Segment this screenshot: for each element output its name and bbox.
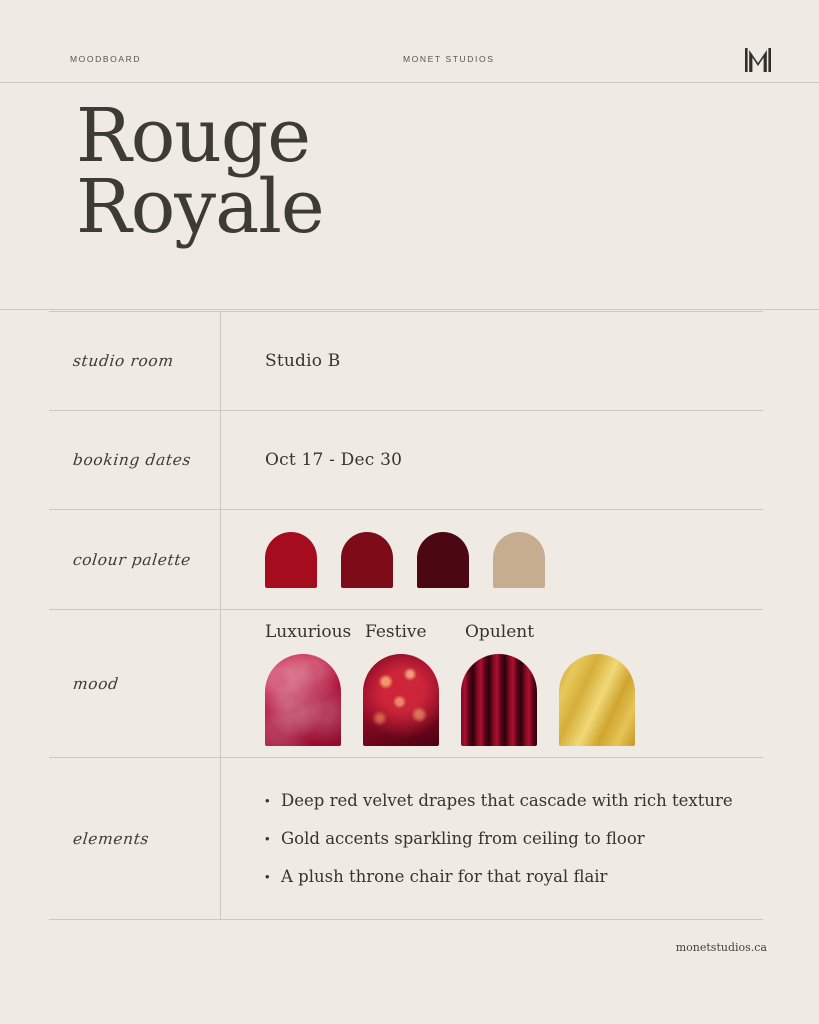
mood-image-tufted-velvet	[265, 654, 341, 746]
mood-image-bokeh-sparkle	[363, 654, 439, 746]
table-row	[49, 758, 763, 920]
bullet-icon: •	[265, 792, 270, 808]
table-row	[49, 510, 763, 610]
row-value-booking-dates	[221, 411, 763, 509]
label-text: colour palette	[72, 550, 192, 569]
row-value-colour-palette	[221, 510, 763, 609]
title-line-1: Rouge	[76, 93, 311, 179]
row-label-booking-dates	[49, 411, 221, 509]
header-left-label: MOODBOARD	[70, 54, 142, 64]
table-row	[49, 411, 763, 510]
title-block	[0, 83, 819, 310]
mood-word-row	[265, 622, 763, 642]
list-item	[265, 827, 763, 851]
value-text: Studio B	[265, 351, 341, 371]
mood-word: Opulent	[465, 621, 535, 642]
monogram-m-logo-icon	[745, 48, 771, 72]
colour-swatch-deep-burgundy	[417, 532, 469, 588]
list-item	[265, 865, 763, 889]
table-row	[49, 312, 763, 411]
label-text: mood	[72, 674, 120, 693]
footer	[0, 941, 819, 954]
bullet-icon: •	[265, 868, 270, 884]
mood-image-red-curtain	[461, 654, 537, 746]
mood-image-row	[265, 654, 763, 746]
swatch-row	[265, 532, 545, 588]
row-value-mood	[221, 610, 763, 757]
row-label-mood	[49, 610, 221, 757]
row-value-studio-room	[221, 312, 763, 410]
header-center-label: MONET STUDIOS	[403, 54, 495, 64]
bullet-icon: •	[265, 830, 270, 846]
colour-swatch-dark-red	[341, 532, 393, 588]
colour-swatch-warm-taupe	[493, 532, 545, 588]
title-line-2: Royale	[76, 164, 324, 251]
page-title	[76, 93, 324, 251]
mood-word: Festive	[365, 621, 427, 642]
value-text: Oct 17 - Dec 30	[265, 450, 403, 470]
list-item	[265, 789, 763, 813]
mood-image-gold-foil	[559, 654, 635, 746]
label-text: booking dates	[72, 451, 193, 469]
label-text: elements	[72, 829, 151, 848]
row-value-elements	[221, 758, 763, 919]
list-item-text: Gold accents sparkling from ceiling to floor	[281, 828, 645, 848]
details-table	[49, 311, 763, 920]
row-label-studio-room	[49, 312, 221, 410]
table-row	[49, 610, 763, 758]
label-text: studio room	[72, 352, 175, 370]
row-label-colour-palette	[49, 510, 221, 609]
colour-swatch-crimson	[265, 532, 317, 588]
row-label-elements	[49, 758, 221, 919]
mood-word: Luxurious	[265, 621, 352, 642]
page-header	[0, 0, 819, 83]
list-item-text: A plush throne chair for that royal flair	[281, 866, 608, 886]
list-item-text: Deep red velvet drapes that cascade with rich texture	[281, 790, 733, 810]
footer-website: monetstudios.ca	[675, 941, 767, 954]
